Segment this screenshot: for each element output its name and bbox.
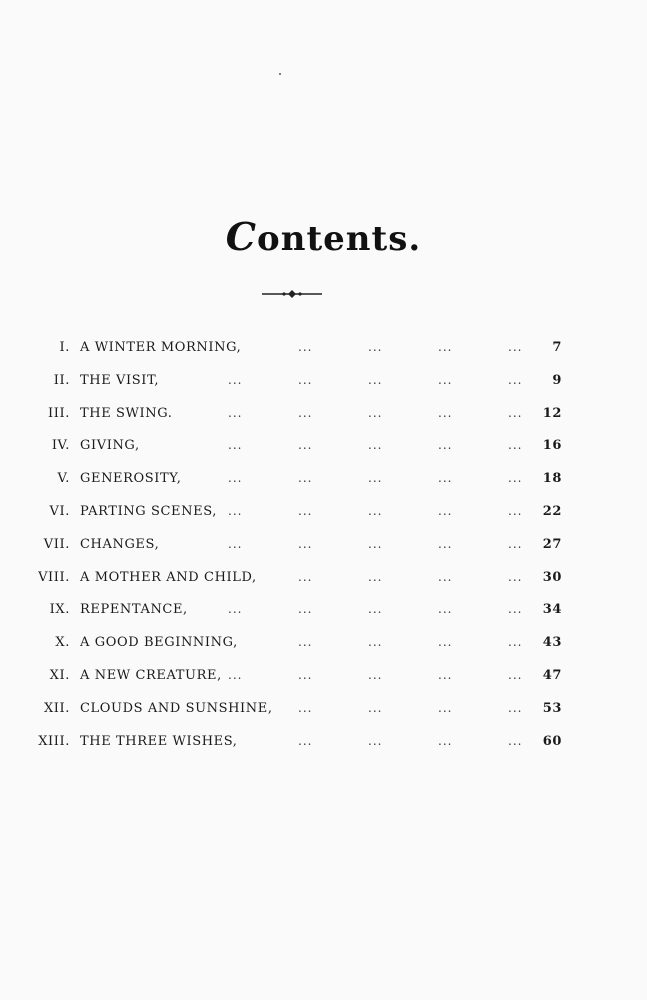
- leader-dots: ...: [368, 668, 383, 682]
- leader-dots: ...: [508, 635, 523, 650]
- leader-dots: ...: [298, 569, 313, 584]
- page-number: 34: [542, 602, 562, 618]
- paper-speck: [279, 73, 281, 75]
- leader-dots: ...: [298, 602, 313, 617]
- chapter-title: A NEW CREATURE,: [80, 668, 222, 683]
- leader-dots: ...: [368, 340, 383, 354]
- leader-dots: ...: [228, 668, 243, 682]
- leader-dots: ...: [228, 471, 243, 486]
- toc-row: [0, 734, 647, 758]
- chapter-title: GENEROSITY,: [80, 471, 182, 487]
- page-number: 60: [542, 733, 562, 749]
- leader-dots: ...: [228, 372, 243, 387]
- leader-dots: ...: [508, 504, 523, 518]
- chapter-title: THE SWING.: [80, 405, 173, 421]
- leader-dots: ...: [438, 504, 453, 518]
- toc-row: [0, 635, 647, 659]
- toc-row: [0, 602, 647, 626]
- page-number: 16: [542, 438, 562, 454]
- leader-dots: ...: [298, 372, 313, 387]
- leader-dots: ...: [438, 340, 453, 354]
- leader-dots: ...: [508, 733, 523, 748]
- leader-dots: ...: [438, 405, 453, 420]
- page-title: [0, 214, 647, 259]
- ornament-divider-icon: [260, 288, 324, 300]
- chapter-number: I.: [59, 340, 70, 355]
- leader-dots: ...: [508, 700, 523, 715]
- page-number: 12: [542, 405, 562, 421]
- title-initial: C: [225, 214, 258, 259]
- page-number: 43: [542, 635, 562, 651]
- leader-dots: ...: [438, 602, 453, 617]
- page-number: 30: [542, 569, 562, 585]
- leader-dots: ...: [298, 536, 313, 551]
- leader-dots: ...: [298, 635, 313, 650]
- chapter-title: PARTING SCENES,: [80, 504, 217, 519]
- leader-dots: ...: [368, 471, 383, 486]
- chapter-number: V.: [57, 471, 70, 487]
- leader-dots: ...: [298, 733, 313, 748]
- chapter-title: THE THREE WISHES,: [80, 733, 238, 749]
- leader-dots: ...: [298, 471, 313, 486]
- leader-dots: ...: [298, 668, 313, 682]
- chapter-title: CHANGES,: [80, 536, 160, 552]
- leader-dots: ...: [228, 438, 243, 453]
- leader-dots: ...: [508, 405, 523, 420]
- toc-row: [0, 504, 647, 528]
- leader-dots: ...: [508, 340, 523, 354]
- leader-dots: ...: [368, 536, 383, 551]
- leader-dots: ...: [228, 602, 243, 617]
- leader-dots: ...: [438, 372, 453, 387]
- leader-dots: ...: [298, 700, 313, 715]
- chapter-number: VIII.: [38, 569, 70, 585]
- title-rest: ontents.: [257, 219, 422, 259]
- chapter-number: XIII.: [38, 733, 70, 749]
- leader-dots: ...: [438, 635, 453, 650]
- leader-dots: ...: [508, 536, 523, 551]
- leader-dots: ...: [228, 504, 243, 518]
- leader-dots: ...: [368, 405, 383, 420]
- chapter-title: A MOTHER AND CHILD,: [80, 569, 257, 585]
- leader-dots: ...: [438, 668, 453, 682]
- chapter-number: XII.: [43, 700, 70, 716]
- leader-dots: ...: [508, 569, 523, 584]
- chapter-title: CLOUDS AND SUNSHINE,: [80, 700, 273, 716]
- leader-dots: ...: [438, 733, 453, 748]
- chapter-title: A WINTER MORNING,: [80, 340, 242, 355]
- leader-dots: ...: [298, 340, 313, 354]
- page-number: 18: [542, 471, 562, 487]
- toc-row: [0, 406, 647, 430]
- chapter-title: A GOOD BEGINNING,: [80, 635, 238, 651]
- leader-dots: ...: [368, 569, 383, 584]
- toc-row: [0, 537, 647, 561]
- leader-dots: ...: [438, 471, 453, 486]
- leader-dots: ...: [438, 438, 453, 453]
- chapter-number: II.: [53, 372, 70, 388]
- leader-dots: ...: [508, 438, 523, 453]
- leader-dots: ...: [508, 471, 523, 486]
- chapter-number: VI.: [49, 504, 70, 519]
- leader-dots: ...: [368, 372, 383, 387]
- leader-dots: ...: [228, 536, 243, 551]
- toc-row: [0, 373, 647, 397]
- leader-dots: ...: [438, 569, 453, 584]
- page-number: 22: [542, 504, 562, 519]
- page-number: 9: [552, 372, 562, 388]
- chapter-title: THE VISIT,: [80, 372, 160, 388]
- leader-dots: ...: [298, 504, 313, 518]
- leader-dots: ...: [508, 602, 523, 617]
- page-number: 27: [542, 536, 562, 552]
- leader-dots: ...: [368, 635, 383, 650]
- chapter-number: IX.: [49, 602, 70, 618]
- leader-dots: ...: [368, 700, 383, 715]
- leader-dots: ...: [368, 504, 383, 518]
- leader-dots: ...: [368, 602, 383, 617]
- toc-row: [0, 570, 647, 594]
- toc-row: [0, 701, 647, 725]
- chapter-number: X.: [55, 635, 70, 651]
- chapter-number: IV.: [51, 438, 70, 454]
- page-number: 53: [542, 700, 562, 716]
- chapter-title: GIVING,: [80, 438, 140, 454]
- toc-row: [0, 668, 647, 692]
- chapter-number: III.: [48, 405, 70, 421]
- leader-dots: ...: [368, 438, 383, 453]
- page-number: 7: [552, 340, 562, 355]
- toc-row: [0, 471, 647, 495]
- page-number: 47: [542, 668, 562, 683]
- chapter-title: REPENTANCE,: [80, 602, 188, 618]
- leader-dots: ...: [438, 700, 453, 715]
- leader-dots: ...: [508, 668, 523, 682]
- chapter-number: XI.: [49, 668, 70, 683]
- leader-dots: ...: [228, 405, 243, 420]
- leader-dots: ...: [298, 438, 313, 453]
- leader-dots: ...: [508, 372, 523, 387]
- leader-dots: ...: [368, 733, 383, 748]
- chapter-number: VII.: [43, 536, 70, 552]
- toc-row: [0, 438, 647, 462]
- toc-row: [0, 340, 647, 364]
- leader-dots: ...: [438, 536, 453, 551]
- leader-dots: ...: [298, 405, 313, 420]
